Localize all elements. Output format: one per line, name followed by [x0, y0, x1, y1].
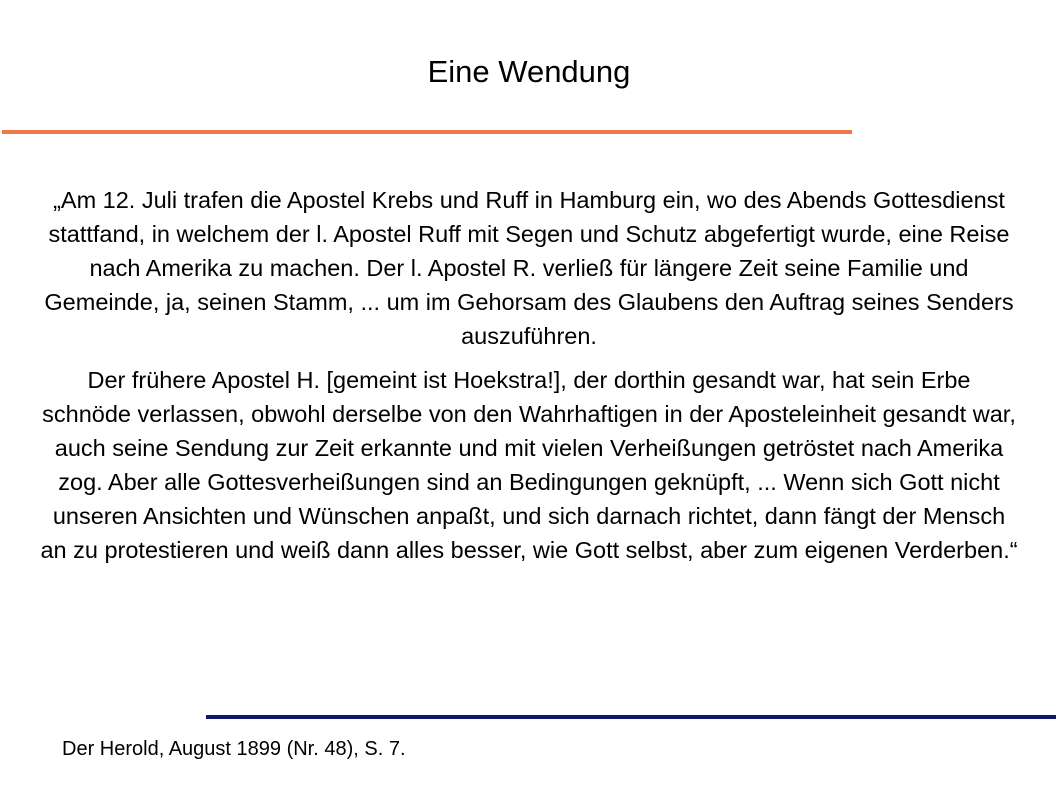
quote-paragraph-2: Der frühere Apostel H. [gemeint ist Hoekstra!], der dorthin gesandt war, hat sein Erbe schnöde verlassen, obwohl derselbe von den Wahrhaftigen in der Apostelеinheit gesandt war, auch seine Sendung zur Zeit erkannte und mit vielen Verheißungen getröstet nach Amerika zog. Aber alle Gottesverheißungen sind an Bedingungen geknüpft, ... Wenn sich Gott nicht unseren Ansichten und Wünschen anpaßt, und sich darnach richtet, dann fängt der Mensch an zu protestieren und weiß dann alles besser, wie Gott selbst, aber zum eigenen Verderben.“ — [40, 367, 1018, 563]
top-divider — [2, 130, 852, 134]
source-citation: Der Herold, August 1899 (Nr. 48), S. 7. — [62, 738, 406, 760]
quote-block — [40, 183, 1018, 577]
quote-paragraph-1: „Am 12. Juli trafen die Apostel Krebs und Ruff in Hamburg ein, wo des Abends Gottesdienst stattfand, in welchem der l. Apostel Ruff mit Segen und Schutz abgefertigt wurde, eine Reise nach Amerika zu machen. Der l. Apostel R. verließ für längere Zeit seine Familie und Gemeinde, ja, seinen Stamm, ... um im Gehorsam des Glaubens den Auftrag seines Senders auszuführen. — [44, 187, 1014, 349]
slide-title: Eine Wendung — [427, 54, 631, 89]
bottom-divider — [206, 715, 1056, 719]
